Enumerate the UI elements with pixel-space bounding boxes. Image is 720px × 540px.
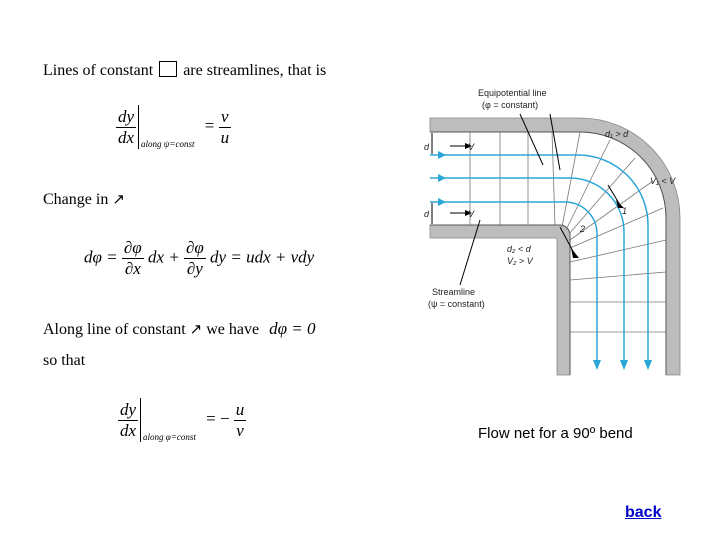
- label-d1: d₁ > d: [605, 129, 629, 139]
- label-d-top: d: [424, 142, 430, 152]
- equation-streamline-slope: $\frac{dy}{dx}$ $_{along \psi=const}$ = $\frac{v}{u}$: [118, 106, 230, 149]
- line1-suffix: are streamlines, that is: [183, 62, 327, 79]
- eq4-rhs-num: u: [235, 399, 245, 419]
- eq4-num: dy: [120, 399, 137, 419]
- eq2-t2-num: ∂φ: [185, 238, 204, 257]
- label-v1: V₁ < V: [650, 176, 676, 186]
- back-link[interactable]: back: [625, 504, 662, 521]
- eq2-t2-tail: dy = udx + vdy: [210, 247, 315, 267]
- label-d-bottom: d: [424, 209, 430, 219]
- label-d2: d₂ < d: [507, 244, 531, 254]
- outer-wall: [430, 118, 680, 375]
- label-streamline: Streamline: [432, 287, 476, 297]
- eq4-sign: = −: [206, 408, 230, 428]
- eq2-lhs: dφ =: [84, 247, 118, 267]
- eq1-den: dx: [118, 127, 135, 147]
- streamlines: [430, 155, 648, 368]
- figure-caption: Flow net for a 90º bend: [478, 425, 633, 442]
- eq4-rhs-den: v: [236, 420, 244, 440]
- line2-prefix: Change in: [43, 191, 109, 208]
- eq2-t2-den: ∂y: [186, 259, 203, 278]
- line3-mid: we have: [206, 321, 260, 338]
- eq1-rhs-num: v: [221, 106, 229, 126]
- line3-prefix: Along line of constant: [43, 321, 186, 338]
- label-equipotential: Equipotential line: [478, 88, 547, 98]
- text-line-streamlines: [43, 61, 326, 80]
- eq3: dφ = 0: [269, 319, 316, 338]
- phi-arrow-icon: ↗: [112, 190, 125, 208]
- label-V-bottom: V: [468, 209, 475, 219]
- label-2: 2: [580, 224, 586, 234]
- eq4-den: dx: [120, 420, 137, 440]
- eq2-t1-num: ∂φ: [123, 238, 142, 257]
- text-line-change: [43, 190, 125, 209]
- eq4-sub: along φ=const: [143, 431, 196, 442]
- eq2-t1-tail: dx +: [147, 247, 180, 267]
- psi-placeholder-icon: [159, 61, 177, 77]
- flow-net-figure: [410, 80, 710, 380]
- label-1: 1: [622, 206, 628, 216]
- eq2-t1-den: ∂x: [124, 259, 141, 278]
- text-line-so-that: so that: [43, 352, 86, 369]
- eq1-num: dy: [118, 106, 135, 126]
- label-streamline-sub: (ψ = constant): [428, 299, 485, 309]
- label-v2: V₂ > V: [507, 256, 533, 266]
- eq1-rhs-den: u: [220, 127, 230, 147]
- equation-total-differential: [84, 238, 314, 279]
- phi-arrow-icon: ↗: [189, 320, 203, 338]
- line1-prefix: Lines of constant: [43, 62, 154, 79]
- text-line-along-constant: [43, 319, 315, 339]
- label-equipotential-sub: (φ = constant): [482, 100, 539, 110]
- label-V-top: V: [468, 142, 475, 152]
- equation-equipotential-slope: [118, 398, 246, 442]
- eq1-sub: along ψ=const: [141, 138, 195, 149]
